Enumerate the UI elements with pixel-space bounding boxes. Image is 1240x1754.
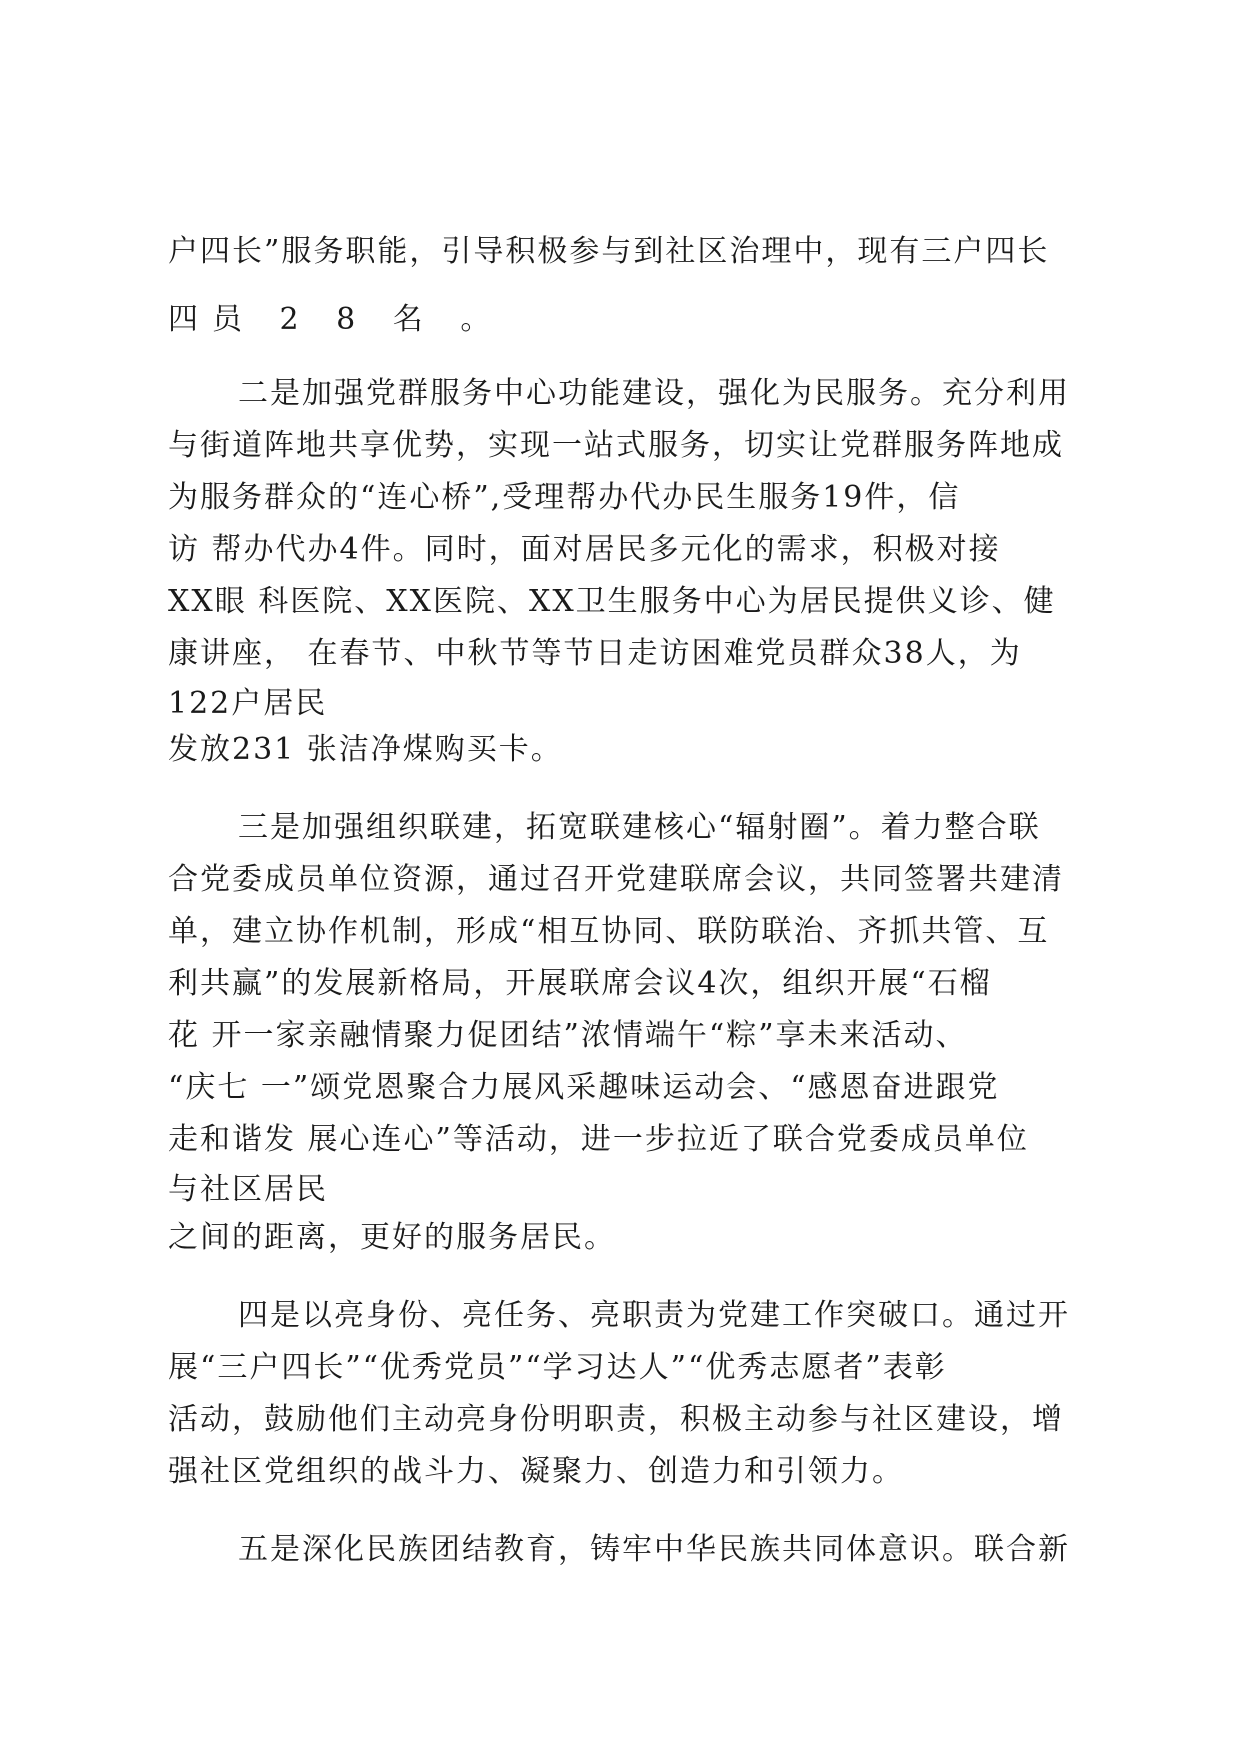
paragraph-start-line: 四是以亮身份、亮任务、亮职责为党建工作突破口。通过开: [238, 1298, 1070, 1333]
text-line: “庆七 一”颂党恩聚合力展风采趣味运动会、“感恩奋进跟党: [168, 1070, 1000, 1105]
text-line: 强社区党组织的战斗力、凝聚力、创造力和引领力。: [168, 1454, 904, 1489]
text-line: 利共赢”的发展新格局，开展联席会议4次，组织开展“石榴: [168, 966, 992, 1001]
text-line: 展“三户四长”“优秀党员”“学习达人”“优秀志愿者”表彰: [168, 1350, 947, 1385]
text-line: 发放231 张洁净煤购买卡。: [168, 732, 563, 767]
text-line: 花 开一家亲融情聚力促团结”浓情端午“粽”享未来活动、: [168, 1018, 968, 1053]
text-line: XX眼 科医院、XX医院、XX卫生服务中心为居民提供义诊、健: [168, 584, 1056, 619]
paragraph-start-line: 二是加强党群服务中心功能建设，强化为民服务。充分利用: [238, 376, 1070, 411]
text-line: 走和谐发 展心连心”等活动，进一步拉近了联合党委成员单位: [168, 1122, 1029, 1157]
text-line: 与街道阵地共享优势，实现一站式服务，切实让党群服务阵地成: [168, 428, 1064, 463]
paragraph-start-line: 三是加强组织联建，拓宽联建核心“辐射圈”。着力整合联: [238, 810, 1041, 845]
text-line: 康讲座， 在春节、中秋节等节日走访困难党员群众38人，为: [168, 636, 1022, 671]
text-line: 为服务群众的“连心桥”,受理帮办代办民生服务19件，信: [168, 480, 961, 515]
text-line: 活动，鼓励他们主动亮身份明职责，积极主动参与社区建设，增: [168, 1402, 1064, 1437]
text-line: 与社区居民: [168, 1172, 328, 1207]
text-line: 四员 2 8 名 。: [168, 302, 505, 337]
text-line: 合党委成员单位资源，通过召开党建联席会议，共同签署共建清: [168, 862, 1064, 897]
text-line: 单，建立协作机制，形成“相互协同、联防联治、齐抓共管、互: [168, 914, 1050, 949]
text-line: 户四长”服务职能，引导积极参与到社区治理中，现有三户四长: [168, 234, 1050, 269]
text-line: 之间的距离，更好的服务居民。: [168, 1220, 616, 1255]
text-line: 122户居民: [168, 686, 328, 721]
text-line: 访 帮办代办4件。同时，面对居民多元化的需求，积极对接: [168, 532, 1001, 567]
paragraph-start-line: 五是深化民族团结教育，铸牢中华民族共同体意识。联合新: [238, 1532, 1070, 1567]
